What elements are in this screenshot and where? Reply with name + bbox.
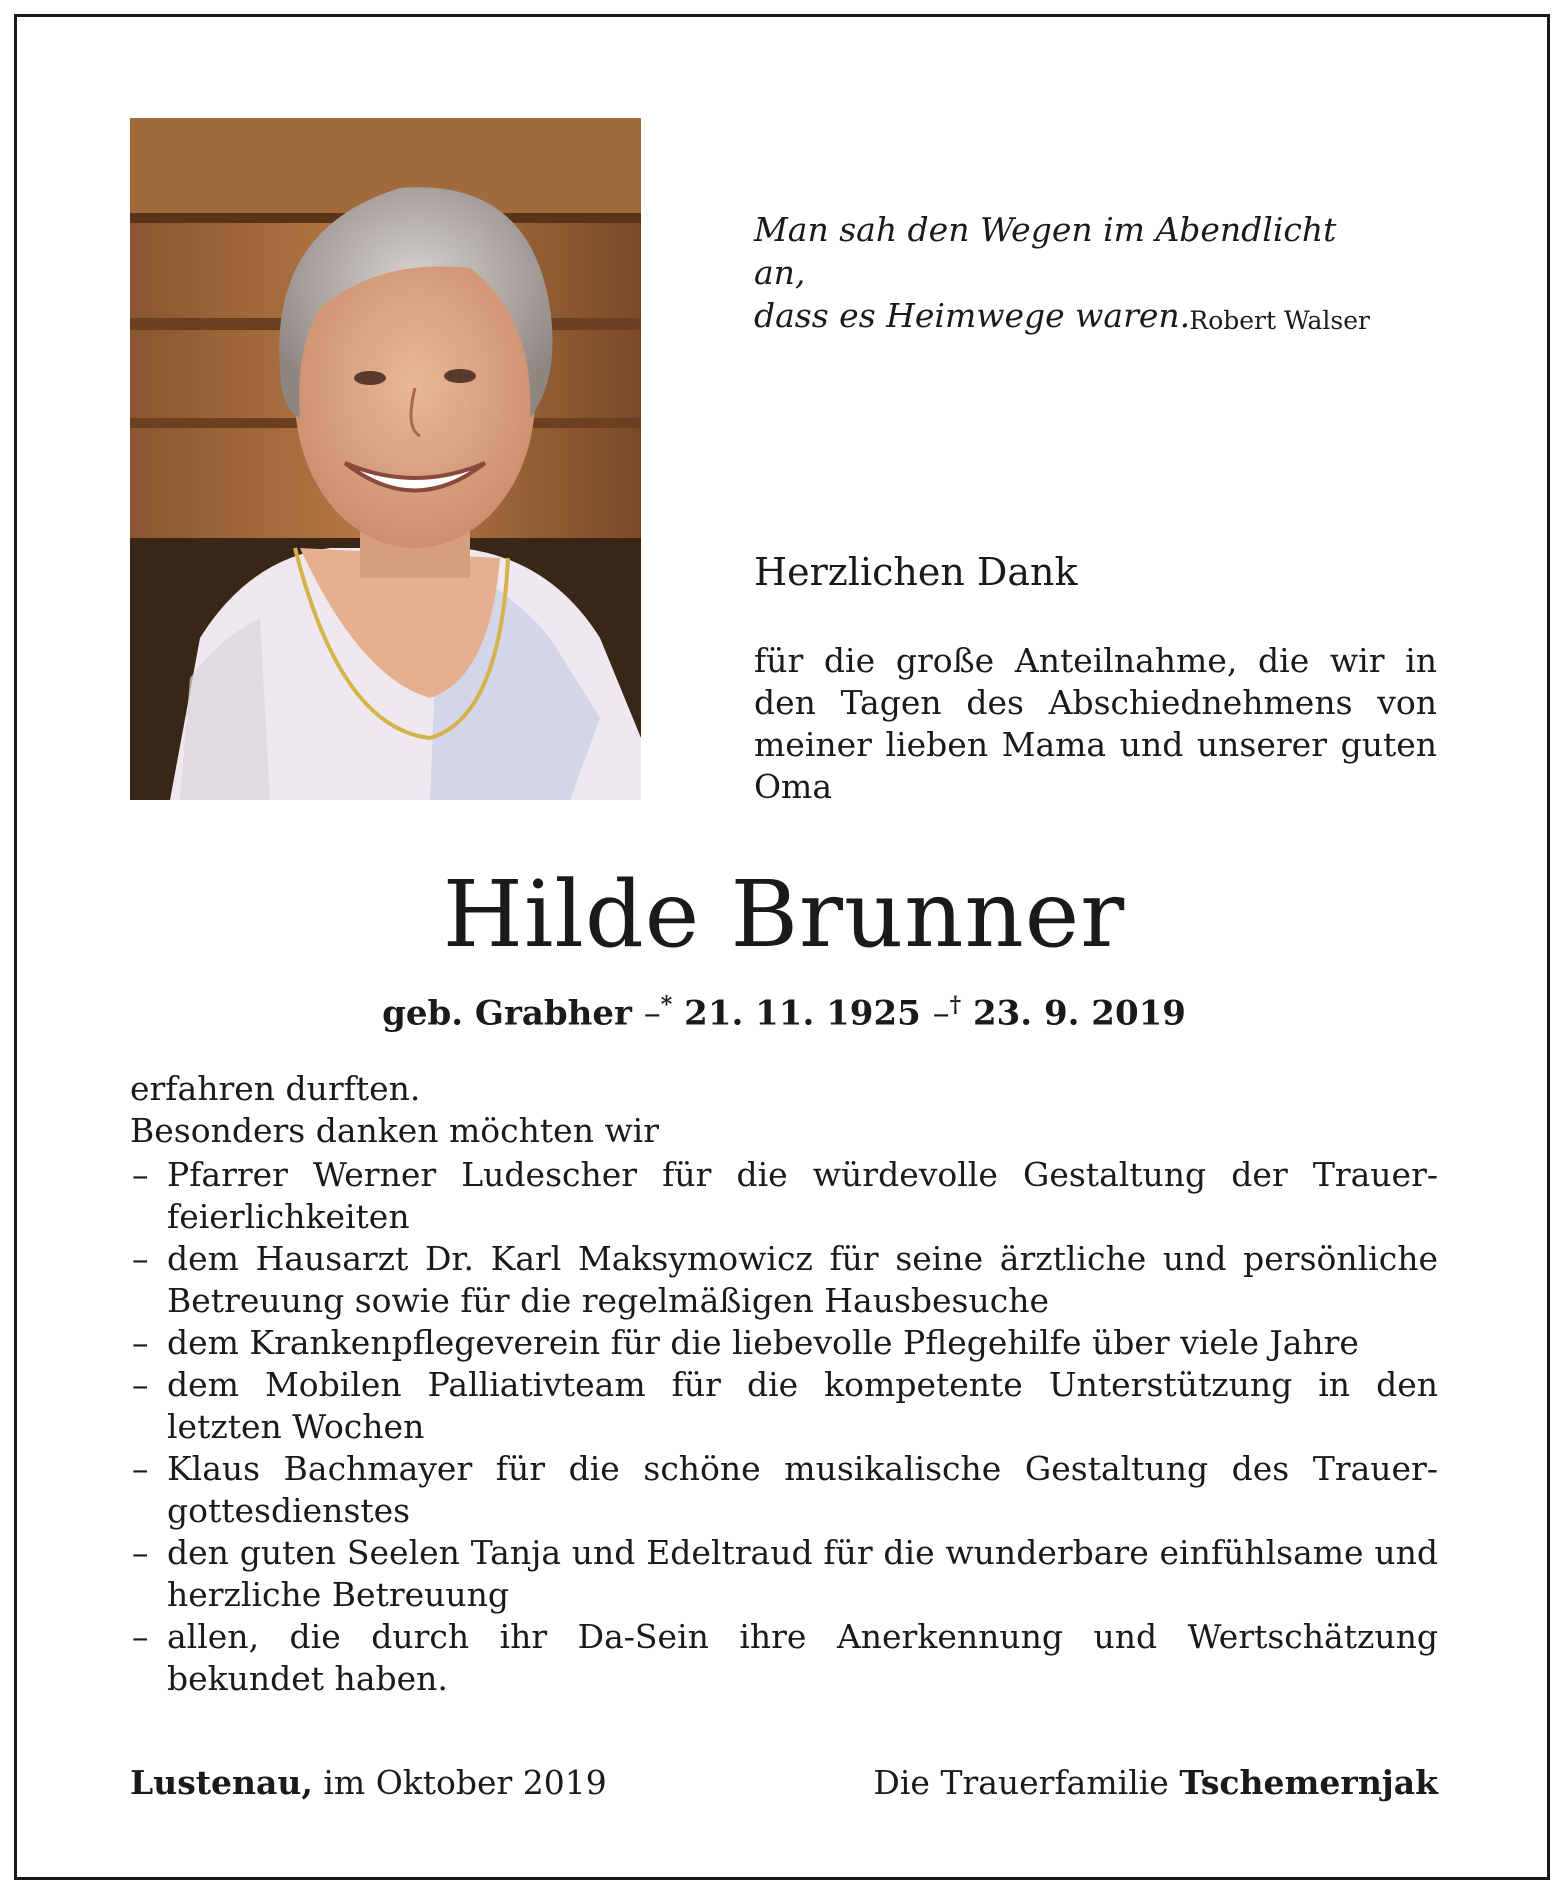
deceased-dates bbox=[0, 983, 1568, 1035]
poem-quote-line-2: dass es Heimwege waren. bbox=[754, 296, 1191, 335]
dash-bullet: – bbox=[132, 1323, 149, 1362]
list-item bbox=[130, 1616, 1438, 1700]
list-item-text: dem Mobilen Palliativteam für die kompetente Unterstützung in den letzten Wochen bbox=[167, 1365, 1438, 1446]
thanks-heading: Herzlichen Dank bbox=[754, 550, 1078, 594]
special-thanks-text: Besonders danken möchten wir bbox=[130, 1111, 660, 1150]
poem-quote-line-1: Man sah den Wegen im Abendlicht an, bbox=[754, 210, 1337, 292]
dash-bullet: – bbox=[132, 1155, 149, 1194]
death-symbol: † bbox=[949, 992, 962, 1018]
list-item-text: dem Hausarzt Dr. Karl Maksymowicz für seine ärztliche und persönliche Betreuung sowie für die regelmäßigen Hausbesuche bbox=[167, 1239, 1438, 1320]
list-item-text: dem Krankenpflegeverein für die liebevolle Pflegehilfe über viele Jahre bbox=[167, 1323, 1359, 1362]
dash-bullet: – bbox=[132, 1239, 149, 1278]
place: Lustenau, bbox=[130, 1763, 313, 1802]
birth-symbol: * bbox=[660, 992, 673, 1018]
thanks-body bbox=[130, 1068, 1438, 1700]
dash-bullet: – bbox=[132, 1617, 149, 1656]
dash-bullet: – bbox=[132, 1533, 149, 1572]
list-item-text: allen, die durch ihr Da-Sein ihre Anerkennung und Wertschätzung bekundet haben. bbox=[167, 1617, 1438, 1698]
list-item-text: Pfarrer Werner Ludescher für die würdevolle Gestaltung der Trauerfeierlichkeiten bbox=[167, 1155, 1438, 1236]
list-item bbox=[130, 1364, 1438, 1448]
thanks-list bbox=[130, 1154, 1438, 1700]
family-signature bbox=[873, 1762, 1438, 1804]
list-item bbox=[130, 1238, 1438, 1322]
list-item bbox=[130, 1154, 1438, 1238]
death-date: 23. 9. 2019 bbox=[972, 993, 1186, 1034]
birth-date: 21. 11. 1925 bbox=[684, 993, 921, 1034]
continuation-text: erfahren durften. bbox=[130, 1069, 421, 1108]
family-name: Tschemernjak bbox=[1179, 1763, 1438, 1802]
dash-bullet: – bbox=[132, 1449, 149, 1488]
list-item bbox=[130, 1322, 1438, 1364]
separator: – bbox=[932, 993, 950, 1034]
separator: – bbox=[643, 993, 661, 1034]
deceased-name: Hilde Brunner bbox=[442, 861, 1126, 968]
poem-author: Robert Walser bbox=[1189, 306, 1370, 335]
date: im Oktober 2019 bbox=[323, 1763, 607, 1802]
birth-name: geb. Grabher bbox=[382, 993, 632, 1034]
list-item-text: Klaus Bachmayer für die schöne musikalische Gestaltung des Trauergottesdienstes bbox=[167, 1449, 1438, 1530]
list-item bbox=[130, 1532, 1438, 1616]
dash-bullet: – bbox=[132, 1365, 149, 1404]
family-prefix: Die Trauerfamilie bbox=[873, 1763, 1169, 1802]
list-item-text: den guten Seelen Tanja und Edeltraud für die wunderbare einfühlsame und herzliche Betreuung bbox=[167, 1533, 1438, 1614]
place-date bbox=[130, 1762, 607, 1804]
thanks-intro: für die große Anteilnahme, die wir in den Tagen des Abschiednehmens von meiner lieben Mama und unserer guten Oma bbox=[754, 641, 1437, 806]
list-item bbox=[130, 1448, 1438, 1532]
portrait-photo bbox=[130, 118, 641, 800]
